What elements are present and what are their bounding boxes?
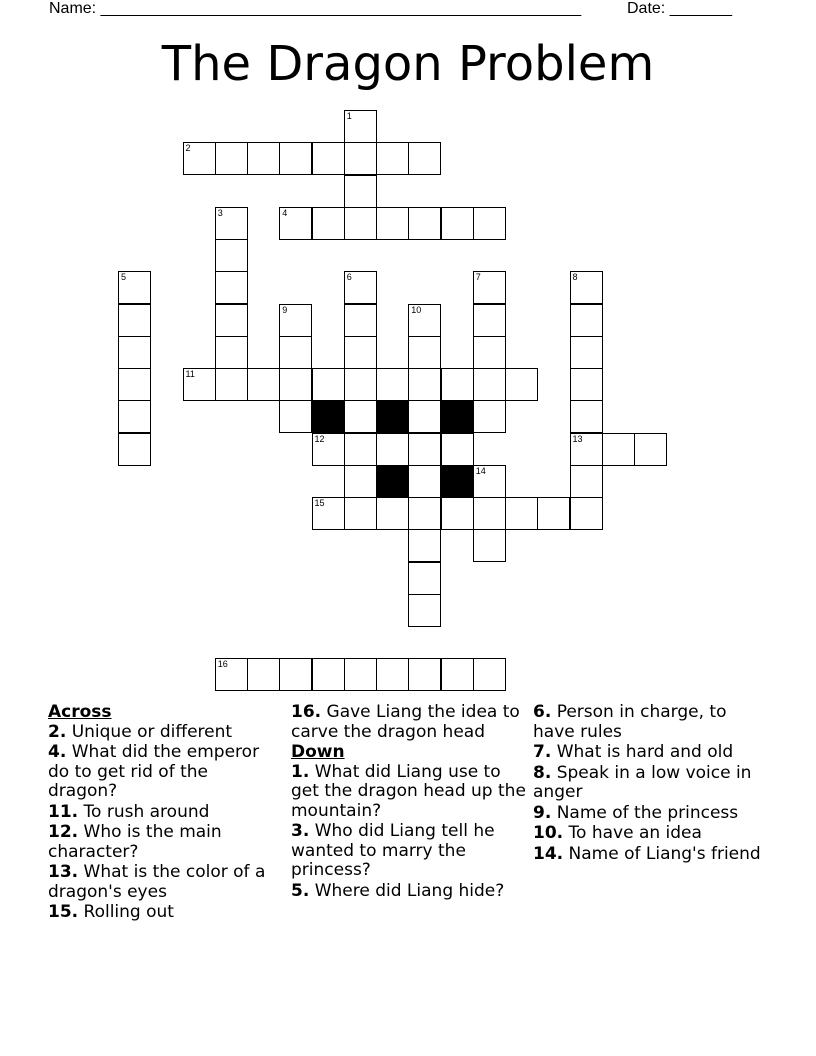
cell-number: 12 xyxy=(314,433,325,444)
clue-column-3 xyxy=(533,703,773,865)
black-cell xyxy=(312,400,345,433)
grid-cell[interactable] xyxy=(570,497,603,530)
grid-cell[interactable] xyxy=(408,336,441,369)
grid-cell[interactable] xyxy=(408,400,441,433)
grid-cell[interactable] xyxy=(376,433,409,466)
grid-cell[interactable] xyxy=(344,497,377,530)
grid-cell[interactable] xyxy=(118,336,151,369)
grid-cell[interactable] xyxy=(570,368,603,401)
grid-cell[interactable] xyxy=(473,336,506,369)
clue-across: 13. What is the color of a dragon's eyes xyxy=(48,862,266,902)
across-heading: Across xyxy=(48,702,112,722)
down-heading: Down xyxy=(291,742,345,762)
clue-down: 14. Name of Liang's friend xyxy=(533,843,761,864)
clue-down: 8. Speak in a low voice in anger xyxy=(533,762,752,802)
cell-number: 4 xyxy=(282,207,288,218)
grid-cell[interactable] xyxy=(344,658,377,691)
clue-column-2 xyxy=(291,703,529,902)
grid-cell[interactable] xyxy=(183,142,216,175)
grid-cell[interactable] xyxy=(408,497,441,530)
grid-cell[interactable] xyxy=(441,497,474,530)
grid-cell[interactable] xyxy=(312,368,345,401)
grid-cell[interactable] xyxy=(118,271,151,304)
grid-cell[interactable] xyxy=(441,433,474,466)
grid-cell[interactable] xyxy=(376,658,409,691)
grid-cell[interactable] xyxy=(247,658,280,691)
grid-cell[interactable] xyxy=(570,400,603,433)
grid-cell[interactable] xyxy=(312,658,345,691)
grid-cell[interactable] xyxy=(279,336,312,369)
grid-cell[interactable] xyxy=(376,207,409,240)
grid-cell[interactable] xyxy=(118,304,151,337)
grid-cell[interactable] xyxy=(408,304,441,337)
grid-cell[interactable] xyxy=(279,142,312,175)
grid-cell[interactable] xyxy=(344,433,377,466)
grid-cell[interactable] xyxy=(473,465,506,498)
cell-number: 10 xyxy=(411,304,422,315)
clue-down: 7. What is hard and old xyxy=(533,742,734,762)
grid-cell[interactable] xyxy=(570,271,603,304)
cell-number: 5 xyxy=(121,272,127,283)
grid-cell[interactable] xyxy=(408,529,441,562)
grid-cell[interactable] xyxy=(118,368,151,401)
grid-cell[interactable] xyxy=(408,465,441,498)
grid-cell[interactable] xyxy=(279,400,312,433)
cell-number: 9 xyxy=(282,304,288,315)
grid-cell[interactable] xyxy=(376,142,409,175)
grid-cell[interactable] xyxy=(570,304,603,337)
clue-down: 1. What did Liang use to get the dragon head up the mountain? xyxy=(291,761,526,821)
grid-cell[interactable] xyxy=(473,368,506,401)
grid-cell[interactable] xyxy=(344,400,377,433)
black-cell xyxy=(376,400,409,433)
grid-cell[interactable] xyxy=(247,368,280,401)
grid-cell[interactable] xyxy=(473,271,506,304)
grid-cell[interactable] xyxy=(344,271,377,304)
black-cell xyxy=(441,465,474,498)
grid-cell[interactable] xyxy=(344,304,377,337)
clue-down: 10. To have an idea xyxy=(533,823,702,843)
grid-cell[interactable] xyxy=(312,207,345,240)
grid-cell[interactable] xyxy=(279,368,312,401)
grid-cell[interactable] xyxy=(215,271,248,304)
cell-number: 8 xyxy=(572,272,578,283)
grid-cell[interactable] xyxy=(312,497,345,530)
name-field-label[interactable]: Name: ______________________________________________________ xyxy=(49,0,582,17)
grid-cell[interactable] xyxy=(344,207,377,240)
grid-cell[interactable] xyxy=(183,368,216,401)
grid-cell[interactable] xyxy=(247,142,280,175)
grid-cell[interactable] xyxy=(473,304,506,337)
grid-cell[interactable] xyxy=(441,368,474,401)
clue-down: 6. Person in charge, to have rules xyxy=(533,702,727,742)
grid-cell[interactable] xyxy=(376,497,409,530)
grid-cell[interactable] xyxy=(473,400,506,433)
clue-across: 16. Gave Liang the idea to carve the dragon head xyxy=(291,702,520,742)
grid-cell[interactable] xyxy=(408,368,441,401)
clue-down: 5. Where did Liang hide? xyxy=(291,880,505,901)
grid-cell[interactable] xyxy=(408,207,441,240)
grid-cell[interactable] xyxy=(215,336,248,369)
grid-cell[interactable] xyxy=(441,658,474,691)
grid-cell[interactable] xyxy=(118,400,151,433)
grid-cell[interactable] xyxy=(344,175,377,208)
cell-number: 7 xyxy=(475,272,481,283)
cell-number: 2 xyxy=(185,143,191,154)
black-cell xyxy=(376,465,409,498)
grid-cell[interactable] xyxy=(473,207,506,240)
grid-cell[interactable] xyxy=(215,142,248,175)
clue-across: 11. To rush around xyxy=(48,801,210,822)
clue-across: 15. Rolling out xyxy=(48,902,174,922)
grid-cell[interactable] xyxy=(634,433,667,466)
cell-number: 14 xyxy=(475,465,486,476)
grid-cell[interactable] xyxy=(344,465,377,498)
cell-number: 6 xyxy=(346,272,352,283)
grid-cell[interactable] xyxy=(279,658,312,691)
grid-cell[interactable] xyxy=(408,142,441,175)
grid-cell[interactable] xyxy=(570,465,603,498)
grid-cell[interactable] xyxy=(215,207,248,240)
date-field-label[interactable]: Date: _______ xyxy=(627,0,732,17)
grid-cell[interactable] xyxy=(215,368,248,401)
grid-cell[interactable] xyxy=(441,207,474,240)
cell-number: 15 xyxy=(314,498,325,508)
clue-down: 3. Who did Liang tell he wanted to marry the princess? xyxy=(291,821,495,880)
grid-cell[interactable] xyxy=(312,142,345,175)
grid-cell[interactable] xyxy=(312,433,345,466)
grid-cell[interactable] xyxy=(473,658,506,691)
grid-cell[interactable] xyxy=(279,207,312,240)
grid-cell[interactable] xyxy=(505,368,538,401)
grid-cell[interactable] xyxy=(602,433,635,466)
grid-cell[interactable] xyxy=(215,304,248,337)
clue-across: 12. Who is the main character? xyxy=(48,822,222,862)
grid-cell[interactable] xyxy=(473,529,506,562)
clue-column-1 xyxy=(48,703,278,924)
grid-cell[interactable] xyxy=(376,368,409,401)
cell-number: 1 xyxy=(346,111,352,121)
clue-across: 2. Unique or different xyxy=(48,721,233,742)
grid-cell[interactable] xyxy=(408,594,441,627)
grid-cell[interactable] xyxy=(344,110,377,143)
clue-across: 4. What did the emperor do to get rid of the dragon? xyxy=(48,742,260,801)
grid-cell[interactable] xyxy=(408,433,441,466)
grid-cell[interactable] xyxy=(344,336,377,369)
grid-cell[interactable] xyxy=(408,658,441,691)
cell-number: 16 xyxy=(217,659,228,670)
cell-number: 3 xyxy=(217,207,223,218)
grid-cell[interactable] xyxy=(344,142,377,175)
page-title: The Dragon Problem xyxy=(161,36,655,92)
grid-cell[interactable] xyxy=(215,658,248,691)
grid-cell[interactable] xyxy=(505,497,538,530)
grid-cell[interactable] xyxy=(215,239,248,272)
grid-cell[interactable] xyxy=(344,368,377,401)
cell-number: 13 xyxy=(572,433,583,444)
black-cell xyxy=(441,400,474,433)
clue-down: 9. Name of the princess xyxy=(533,802,739,823)
grid-cell[interactable] xyxy=(118,433,151,466)
grid-cell[interactable] xyxy=(473,497,506,530)
cell-number: 11 xyxy=(185,369,195,379)
grid-cell[interactable] xyxy=(537,497,570,530)
grid-cell[interactable] xyxy=(279,304,312,337)
grid-cell[interactable] xyxy=(570,433,603,466)
grid-cell[interactable] xyxy=(408,562,441,595)
grid-cell[interactable] xyxy=(570,336,603,369)
